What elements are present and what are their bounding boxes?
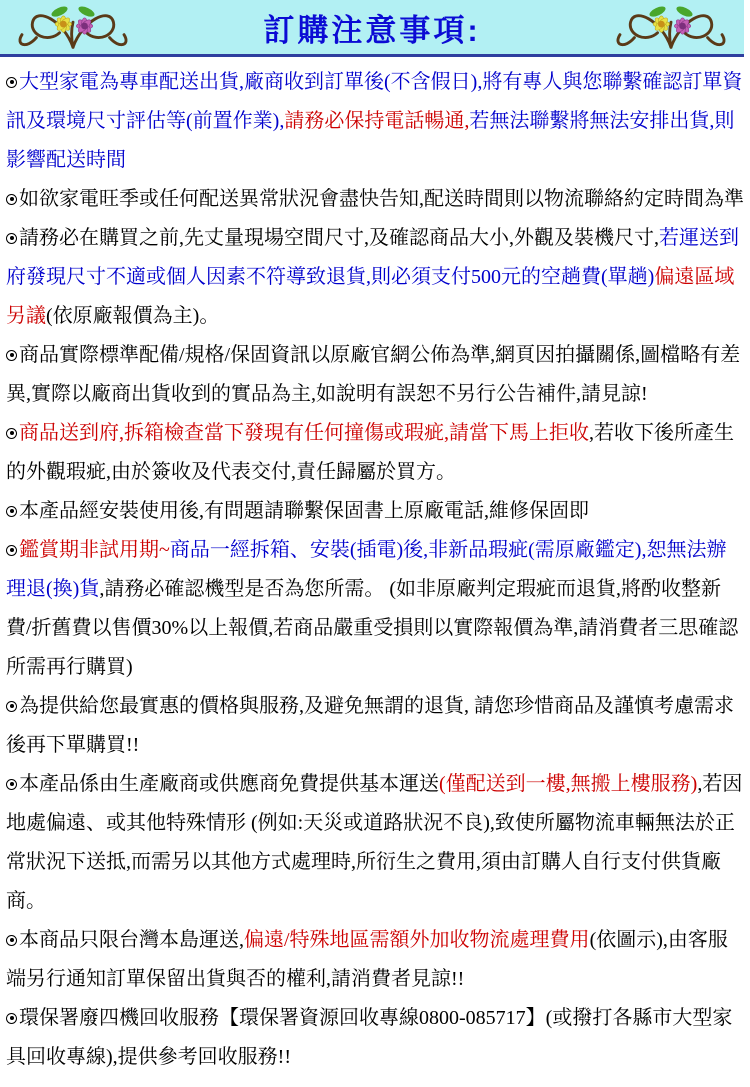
notice-text-segment: 商品實際標準配備/規格/保固資訊以原廠官網公佈為準,網頁因拍攝關係,圖檔略有差異,實際以廠商出貨收到的實品為主,如說明有誤恕不另行公告補件,請見諒! bbox=[6, 344, 741, 405]
notice-item bbox=[6, 180, 744, 219]
notice-list bbox=[0, 57, 750, 1087]
bullet-icon bbox=[6, 194, 17, 205]
notice-text-segment: 本產品係由生產廠商或供應商免費提供基本運送 bbox=[19, 773, 439, 795]
notice-text-segment: 本產品經安裝使用後,有問題請聯繫保固書上原廠電話,維修保固即 bbox=[19, 500, 589, 522]
bullet-icon bbox=[6, 935, 17, 946]
bullet-icon bbox=[6, 779, 17, 790]
notice-item bbox=[6, 921, 744, 999]
notice-text-segment: 本商品只限台灣本島運送, bbox=[19, 929, 244, 951]
bullet-icon bbox=[6, 545, 17, 556]
header-banner bbox=[0, 0, 744, 57]
page-title: 訂購注意事項: bbox=[263, 12, 481, 48]
flower-flourish-icon bbox=[14, 1, 132, 53]
flower-flourish-icon bbox=[612, 1, 730, 53]
notice-text-segment: 如欲家電旺季或任何配送異常狀況會盡快告知,配送時間則以物流聯絡約定時間為準 bbox=[19, 188, 744, 210]
bullet-icon bbox=[6, 1013, 17, 1024]
notice-item bbox=[6, 999, 744, 1077]
notice-text-segment: (依原廠報價為主)。 bbox=[46, 305, 220, 327]
notice-item bbox=[6, 531, 744, 687]
notice-text-segment: 大型家電為專車配送出貨,廠商收到訂單後(不含假日),將有專人與您聯繫確認訂單資訊及環境尺寸評估等(前置作業), bbox=[6, 71, 743, 132]
notice-item bbox=[6, 219, 744, 336]
notice-text-segment: (僅配送到一樓,無搬上樓服務) bbox=[439, 773, 698, 795]
bullet-icon bbox=[6, 233, 17, 244]
notice-item bbox=[6, 63, 744, 180]
bullet-icon bbox=[6, 428, 17, 439]
notice-text-segment: 商品送到府,拆箱檢查當下發現有任何撞傷或瑕疵,請當下馬上拒收 bbox=[19, 422, 589, 444]
notice-text-segment: (依圖示),由客服端另行通知訂單保留出貨與否的權利,請消費者見諒!! bbox=[6, 929, 728, 990]
notice-item bbox=[6, 336, 744, 414]
notice-text-segment: 請務必在購買之前,先丈量現場空間尺寸,及確認商品大小,外觀及裝機尺寸, bbox=[19, 227, 659, 249]
notice-text-segment: 為提供給您最實惠的價格與服務,及避免無謂的退貨, 請您珍惜商品及謹慎考慮需求後再下單購買!! bbox=[6, 695, 734, 756]
notice-item bbox=[6, 414, 744, 492]
bullet-icon bbox=[6, 350, 17, 361]
notice-text-segment: 偏遠區域另議 bbox=[6, 266, 735, 327]
bullet-icon bbox=[6, 701, 17, 712]
notice-item bbox=[6, 492, 744, 531]
notice-item bbox=[6, 765, 744, 921]
notice-text-segment: 若運送到府發現尺寸不適或個人因素不符導致退貨,則必須支付500元的空趟費(單趟) bbox=[6, 227, 739, 288]
bullet-icon bbox=[6, 506, 17, 517]
notice-text-segment: 若無法聯繫將無法安排出貨,則影響配送時間 bbox=[6, 110, 735, 171]
notice-item bbox=[6, 687, 744, 765]
notice-text-segment: ,若收下後所產生的外觀瑕疵,由於簽收及代表交付,責任歸屬於買方。 bbox=[6, 422, 734, 483]
notice-text-segment: 偏遠/特殊地區需額外加收物流處理費用 bbox=[244, 929, 590, 951]
notice-text-segment: ,請務必確認機型是否為您所需。 (如非原廠判定瑕疵而退貨,將酌收整新費/折舊費以售價30%以上報價,若商品嚴重受損則以實際報價為準,請消費者三思確認所需再行購買) bbox=[6, 578, 739, 678]
notice-text-segment: ,若因地處偏遠、或其他特殊情形 (例如:天災或道路狀況不良),致使所屬物流車輛無法於正常狀況下送抵,而需另以其他方式處理時,所衍生之費用,須由訂購人自行支付供貨廠商。 bbox=[6, 773, 743, 912]
notice-text-segment: 環保署廢四機回收服務【環保署資源回收專線0800-085717】(或撥打各縣市大型家具回收專線),提供參考回收服務!! bbox=[6, 1007, 733, 1068]
notice-text-segment: 商品一經拆箱、安裝(插電)後,非新品瑕疵(需原廠鑑定),恕無法辦理退(換)貨 bbox=[6, 539, 727, 600]
notice-text-segment: 鑑賞期非試用期~ bbox=[19, 539, 170, 561]
bullet-icon bbox=[6, 77, 17, 88]
notice-text-segment: 請務必保持電話暢通, bbox=[284, 110, 470, 132]
